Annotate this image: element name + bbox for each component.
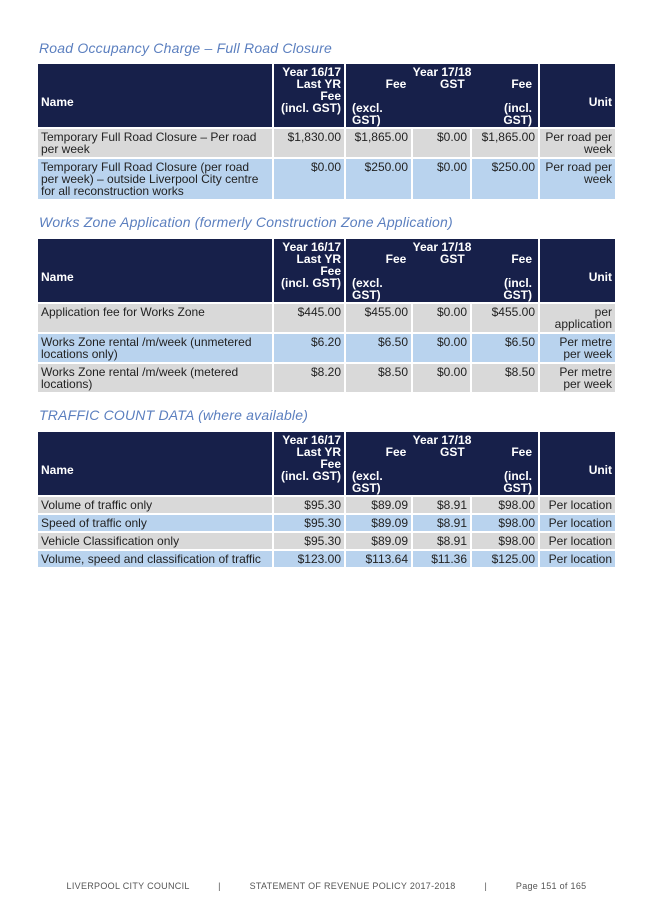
row-fee-incl: $1,865.00	[472, 127, 540, 157]
header-excl-gst: (excl. GST)	[352, 101, 383, 127]
row-last-year-fee: $1,830.00	[274, 127, 346, 157]
header-unit: Unit	[540, 64, 615, 127]
row-name: Speed of traffic only	[38, 513, 274, 531]
header-excl-gst: (excl. GST)	[352, 276, 383, 302]
row-fee-excl: $89.09	[346, 495, 413, 513]
header-year1617: Year 16/17	[282, 240, 341, 254]
section-title-road-occupancy: Road Occupancy Charge – Full Road Closure	[39, 40, 333, 56]
footer-separator: |	[484, 881, 488, 891]
row-name: Application fee for Works Zone	[38, 302, 274, 332]
table-row	[38, 513, 615, 531]
table-row	[38, 362, 615, 392]
header-fee: Fee	[385, 445, 407, 459]
row-fee-excl: $1,865.00	[346, 127, 413, 157]
row-fee-excl: $89.09	[346, 513, 413, 531]
fee-table-traffic-count	[38, 432, 615, 567]
section-title-works-zone: Works Zone Application (formerly Construction Zone Application)	[39, 214, 453, 230]
row-unit: per application	[540, 302, 615, 332]
header-incl-gst: (incl. GST)	[281, 469, 341, 483]
row-last-year-fee: $445.00	[274, 302, 346, 332]
row-name: Works Zone rental /m/week (unmetered locations only)	[38, 332, 274, 362]
row-fee-incl: $98.00	[472, 495, 540, 513]
header-gst: GST	[440, 445, 465, 459]
table-row	[38, 157, 615, 199]
row-gst: $0.00	[413, 157, 472, 199]
header-year1617: Year 16/17	[282, 65, 341, 79]
table-row	[38, 302, 615, 332]
table-row	[38, 549, 615, 567]
header-unit: Unit	[540, 432, 615, 495]
row-fee-incl: $8.50	[472, 362, 540, 392]
row-last-year-fee: $123.00	[274, 549, 346, 567]
header-year1718: Year 17/18	[412, 65, 472, 79]
row-fee-excl: $455.00	[346, 302, 413, 332]
row-gst: $8.91	[413, 495, 472, 513]
row-name: Volume of traffic only	[38, 495, 274, 513]
header-incl-gst-2: (incl. GST)	[503, 469, 533, 495]
row-unit: Per location	[540, 549, 615, 567]
row-unit: Per location	[540, 495, 615, 513]
header-last-year	[274, 64, 346, 127]
row-fee-incl: $98.00	[472, 513, 540, 531]
row-gst: $0.00	[413, 332, 472, 362]
header-fee-incl: Fee	[511, 445, 533, 459]
header-year1718: Year 17/18	[412, 433, 472, 447]
header-last-year	[274, 239, 346, 302]
header-gst: GST	[440, 252, 465, 266]
row-last-year-fee: $95.30	[274, 495, 346, 513]
header-name: Name	[38, 239, 274, 302]
row-fee-incl: $455.00	[472, 302, 540, 332]
header-name: Name	[38, 64, 274, 127]
header-incl-gst: (incl. GST)	[281, 101, 341, 115]
row-gst: $0.00	[413, 302, 472, 332]
row-name: Works Zone rental /m/week (metered locations)	[38, 362, 274, 392]
header-incl-gst: (incl. GST)	[281, 276, 341, 290]
header-last-yr-fee: Last YR Fee	[296, 252, 341, 278]
table-row	[38, 332, 615, 362]
table-row	[38, 127, 615, 157]
header-year1718-block	[346, 432, 540, 495]
header-excl-gst: (excl. GST)	[352, 469, 383, 495]
footer-org: LIVERPOOL CITY COUNCIL	[66, 881, 190, 891]
header-year1718-block	[346, 64, 540, 127]
header-fee-incl: Fee	[511, 77, 533, 91]
header-last-year	[274, 432, 346, 495]
row-gst: $8.91	[413, 513, 472, 531]
header-fee: Fee	[385, 77, 407, 91]
header-fee-incl: Fee	[511, 252, 533, 266]
row-fee-incl: $6.50	[472, 332, 540, 362]
header-unit: Unit	[540, 239, 615, 302]
header-year1617: Year 16/17	[282, 433, 341, 447]
footer-separator: |	[218, 881, 221, 891]
header-year1718-block	[346, 239, 540, 302]
fee-table-road-occupancy	[38, 64, 615, 199]
row-fee-incl: $98.00	[472, 531, 540, 549]
table-row	[38, 531, 615, 549]
row-last-year-fee: $95.30	[274, 513, 346, 531]
header-year1718: Year 17/18	[412, 240, 472, 254]
header-gst: GST	[440, 77, 465, 91]
row-unit: Per road per week	[540, 127, 615, 157]
row-unit: Per location	[540, 531, 615, 549]
row-name: Temporary Full Road Closure – Per road per week	[38, 127, 274, 157]
row-fee-excl: $6.50	[346, 332, 413, 362]
row-unit: Per metre per week	[540, 332, 615, 362]
row-last-year-fee: $8.20	[274, 362, 346, 392]
header-incl-gst-2: (incl. GST)	[503, 101, 533, 127]
row-name: Volume, speed and classification of traffic	[38, 549, 274, 567]
row-gst: $8.91	[413, 531, 472, 549]
section-title-traffic-count: TRAFFIC COUNT DATA (where available)	[39, 407, 309, 423]
footer-page-number: Page 151 of 165	[515, 881, 587, 891]
table-row	[38, 495, 615, 513]
fee-table-works-zone	[38, 239, 615, 392]
row-unit: Per metre per week	[540, 362, 615, 392]
row-unit: Per road per week	[540, 157, 615, 199]
header-name: Name	[38, 432, 274, 495]
row-last-year-fee: $95.30	[274, 531, 346, 549]
row-last-year-fee: $0.00	[274, 157, 346, 199]
header-fee: Fee	[385, 252, 407, 266]
row-fee-excl: $8.50	[346, 362, 413, 392]
row-fee-incl: $250.00	[472, 157, 540, 199]
header-incl-gst-2: (incl. GST)	[503, 276, 533, 302]
row-fee-excl: $250.00	[346, 157, 413, 199]
footer-doc-title: STATEMENT OF REVENUE POLICY 2017-2018	[249, 881, 456, 891]
page-footer	[0, 881, 653, 891]
row-fee-excl: $113.64	[346, 549, 413, 567]
row-unit: Per location	[540, 513, 615, 531]
row-gst: $0.00	[413, 362, 472, 392]
row-name: Temporary Full Road Closure (per road per week) – outside Liverpool City centre for all reconstruction works	[38, 157, 274, 199]
header-last-yr-fee: Last YR Fee	[296, 445, 341, 471]
row-gst: $0.00	[413, 127, 472, 157]
row-fee-excl: $89.09	[346, 531, 413, 549]
row-last-year-fee: $6.20	[274, 332, 346, 362]
row-fee-incl: $125.00	[472, 549, 540, 567]
row-gst: $11.36	[413, 549, 472, 567]
row-name: Vehicle Classification only	[38, 531, 274, 549]
header-last-yr-fee: Last YR Fee	[296, 77, 341, 103]
